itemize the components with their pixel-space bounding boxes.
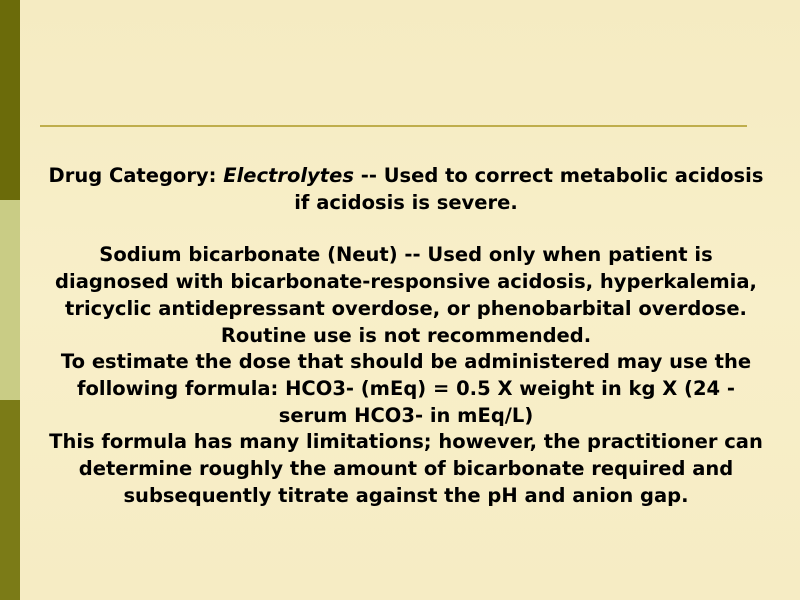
formula-limitations-paragraph: This formula has many limitations; however, the practitioner can determine roughly the amount of bicarbonate required and subsequently titrate against the pH and anion gap. [49,430,763,507]
title-divider [40,125,747,127]
left-accent-bar-top [0,0,20,200]
paragraph-spacer [42,216,770,242]
drug-category-name: Electrolytes [223,164,354,187]
drug-category-description: -- Used to correct metabolic acidosis if acidosis is severe. [294,164,764,214]
drug-category-paragraph [42,163,770,216]
sodium-bicarbonate-paragraph: Sodium bicarbonate (Neut) -- Used only when patient is diagnosed with bicarbonate-responsive acidosis, hyperkalemia, tricyclic antidepressant overdose, or phenobarbital overdose. Routine use is not recommended. [55,243,757,347]
drug-category-lead: Drug Category: [48,164,224,187]
left-accent-bar-bottom [0,400,20,600]
dose-formula-paragraph: To estimate the dose that should be administered may use the following formula: HCO3- (mEq) = 0.5 X weight in kg X (24 - serum HCO3- in mEq/L) [60,350,752,427]
slide-body [42,163,770,509]
left-accent-bar-middle [0,200,20,400]
